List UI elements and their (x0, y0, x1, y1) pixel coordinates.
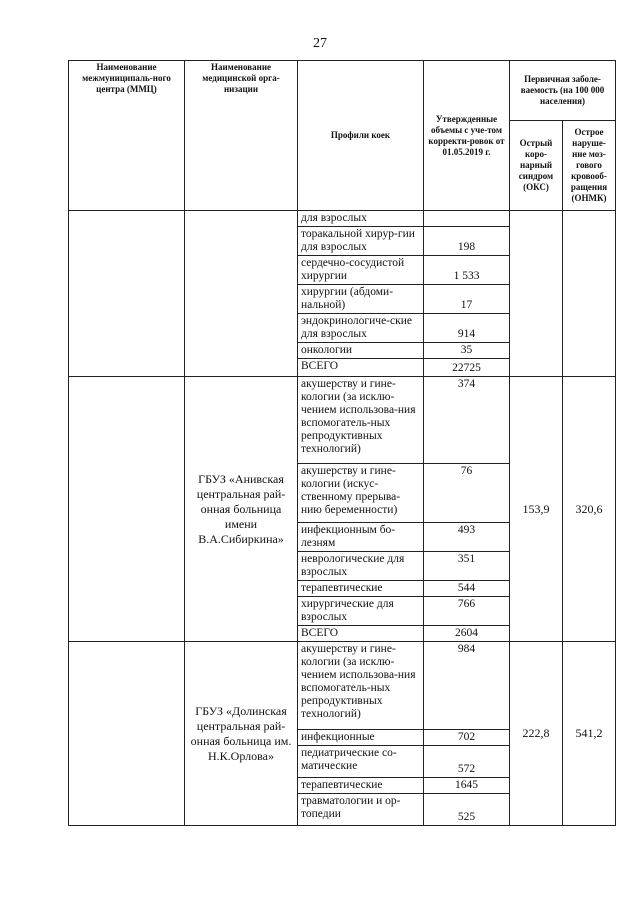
mmc-cell (69, 211, 185, 377)
profile-cell: акушерству и гине-кологии (за исклю-чением использова-ния вспомогатель-ных репродуктивных технологий) (298, 377, 424, 464)
profile-cell: торакальной хирур-гии для взрослых (298, 227, 424, 256)
org-cell (185, 211, 298, 377)
header-onmk: Острое наруше-ние моз-гового кровооб-ращения (ОНМК) (563, 121, 616, 211)
profile-cell: педиатрические со-матические (298, 746, 424, 778)
profile-cell: хирургические для взрослых (298, 597, 424, 626)
header-mmc: Наименование межмуниципаль-ного центра (ММЦ) (69, 61, 185, 211)
volume-cell: 525 (424, 794, 510, 826)
volume-cell: 1645 (424, 778, 510, 794)
mmc-cell (69, 377, 185, 642)
profile-cell: неврологические для взрослых (298, 552, 424, 581)
volume-cell: 17 (424, 285, 510, 314)
profile-cell: акушерству и гине-кологии (искус-ственному прерыва-нию беременности) (298, 464, 424, 523)
header-approved-volumes: Утвержденные объемы с уче-том корректи-ровок от 01.05.2019 г. (424, 61, 510, 211)
header-organization: Наименование медицинской орга-низации (185, 61, 298, 211)
profile-cell: инфекционным бо-лезням (298, 523, 424, 552)
profile-cell: травматологии и ор-топедии (298, 794, 424, 826)
profile-cell: онкологии (298, 343, 424, 359)
volume-cell: 374 (424, 377, 510, 464)
header-bed-profiles: Профили коек (298, 61, 424, 211)
profile-cell: для взрослых (298, 211, 424, 227)
volume-cell: 76 (424, 464, 510, 523)
profile-cell: инфекционные (298, 730, 424, 746)
header-oks: Острый коро-нарный синдром (ОКС) (510, 121, 563, 211)
oks-cell (510, 211, 563, 377)
profile-cell: акушерству и гине-кологии (за исклю-чением использова-ния вспомогатель-ных репродуктивных технологий) (298, 642, 424, 730)
volume-cell: 351 (424, 552, 510, 581)
org-name: ГБУЗ «Анивская центральная рай-онная больница имени В.А.Сибиркина» (185, 377, 298, 642)
profile-cell: ВСЕГО (298, 626, 424, 642)
volume-cell: 544 (424, 581, 510, 597)
profile-cell: эндокринологиче-ские для взрослых (298, 314, 424, 343)
volume-cell: 984 (424, 642, 510, 730)
volume-cell: 198 (424, 227, 510, 256)
volume-cell (424, 211, 510, 227)
profile-cell: хирургии (абдоми-нальной) (298, 285, 424, 314)
profile-cell: сердечно-сосудистой хирургии (298, 256, 424, 285)
bed-volumes-table (68, 60, 616, 826)
profile-cell: терапевтические (298, 581, 424, 597)
table-row (69, 642, 616, 730)
volume-cell: 35 (424, 343, 510, 359)
oks-value: 153,9 (510, 377, 563, 642)
volume-cell: 1 533 (424, 256, 510, 285)
org-name: ГБУЗ «Долинская центральная рай-онная больница им. Н.К.Орлова» (185, 642, 298, 826)
onmk-value: 541,2 (563, 642, 616, 826)
profile-cell: ВСЕГО (298, 359, 424, 377)
onmk-value: 320,6 (563, 377, 616, 642)
profile-cell: терапевтические (298, 778, 424, 794)
onmk-cell (563, 211, 616, 377)
volume-cell: 914 (424, 314, 510, 343)
oks-value: 222,8 (510, 642, 563, 826)
table-row (69, 377, 616, 464)
mmc-cell (69, 642, 185, 826)
volume-cell: 766 (424, 597, 510, 626)
volume-cell: 572 (424, 746, 510, 778)
volume-cell: 22725 (424, 359, 510, 377)
volume-cell: 493 (424, 523, 510, 552)
page-number: 27 (313, 36, 327, 51)
volume-cell: 702 (424, 730, 510, 746)
table-row (69, 211, 616, 227)
header-primary-incidence: Первичная заболе-ваемость (на 100 000 населения) (510, 61, 616, 121)
volume-cell: 2604 (424, 626, 510, 642)
